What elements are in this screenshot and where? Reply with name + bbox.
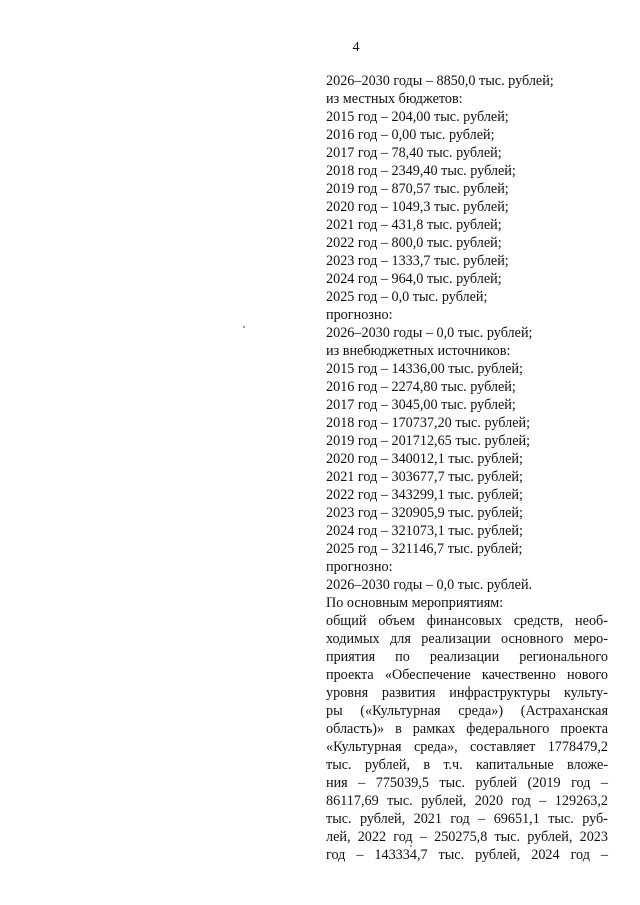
text-line: 2023 год – 320905,9 тыс. рублей;: [326, 505, 523, 521]
text-line: прогнозно:: [326, 307, 393, 323]
text-line: 2019 год – 870,57 тыс. рублей;: [326, 181, 509, 197]
paragraph-line: ходимых для реализации основного меро-: [326, 631, 608, 647]
paragraph-line: приятия по реализации регионального: [326, 649, 608, 665]
paragraph-line: проекта «Обеспечение качественно нового: [326, 667, 608, 683]
text-line: 2024 год – 321073,1 тыс. рублей;: [326, 523, 523, 539]
text-line: 2024 год – 964,0 тыс. рублей;: [326, 271, 502, 287]
document-text-column: [326, 72, 608, 864]
funding-paragraph: [326, 612, 608, 864]
paragraph-line: ры («Культурная среда») (Астраханская: [326, 703, 608, 719]
text-line: 2018 год – 2349,40 тыс. рублей;: [326, 163, 516, 179]
text-line: 2026–2030 годы – 0,0 тыс. рублей.: [326, 577, 533, 593]
scan-speck: [410, 845, 412, 847]
text-line: 2015 год – 204,00 тыс. рублей;: [326, 109, 509, 125]
text-line: из внебюджетных источников:: [326, 343, 511, 359]
text-line: По основным мероприятиям:: [326, 595, 504, 611]
text-line: 2019 год – 201712,65 тыс. рублей;: [326, 433, 531, 449]
text-line: 2017 год – 3045,00 тыс. рублей;: [326, 397, 516, 413]
text-line: 2021 год – 431,8 тыс. рублей;: [326, 217, 502, 233]
paragraph-line: общий объем финансовых средств, необ-: [326, 613, 608, 629]
paragraph-line: уровня развития инфраструктуры культу-: [326, 685, 608, 701]
paragraph-line: тыс. рублей, в т.ч. капитальные вложе-: [326, 757, 608, 773]
text-line: 2022 год – 343299,1 тыс. рублей;: [326, 487, 523, 503]
text-line: 2020 год – 1049,3 тыс. рублей;: [326, 199, 509, 215]
paragraph-line: «Культурная среда», составляет 1778479,2: [326, 739, 608, 755]
text-line: 2020 год – 340012,1 тыс. рублей;: [326, 451, 523, 467]
paragraph-line: тыс. рублей, 2021 год – 69651,1 тыс. руб-: [326, 811, 608, 827]
paragraph-line: ния – 775039,5 тыс. рублей (2019 год –: [326, 775, 608, 791]
text-line: 2025 год – 321146,7 тыс. рублей;: [326, 541, 523, 557]
text-line: прогнозно:: [326, 559, 393, 575]
text-line: 2021 год – 303677,7 тыс. рублей;: [326, 469, 523, 485]
text-line: 2023 год – 1333,7 тыс. рублей;: [326, 253, 509, 269]
text-line: из местных бюджетов:: [326, 91, 463, 107]
paragraph-line: лей, 2022 год – 250275,8 тыс. рублей, 2023: [326, 829, 608, 845]
paragraph-line: год – 143334,7 тыс. рублей, 2024 год –: [326, 847, 608, 863]
paragraph-line: область)» в рамках федерального проекта: [326, 721, 608, 737]
text-line: 2025 год – 0,0 тыс. рублей;: [326, 289, 488, 305]
text-line: 2016 год – 0,00 тыс. рублей;: [326, 127, 495, 143]
text-line: 2022 год – 800,0 тыс. рублей;: [326, 235, 502, 251]
text-line: 2018 год – 170737,20 тыс. рублей;: [326, 415, 531, 431]
text-line: 2026–2030 годы – 8850,0 тыс. рублей;: [326, 73, 554, 89]
paragraph-line: 86117,69 тыс. рублей, 2020 год – 129263,2: [326, 793, 608, 809]
scan-speck: [243, 326, 245, 328]
text-line: 2016 год – 2274,80 тыс. рублей;: [326, 379, 516, 395]
text-line: 2017 год – 78,40 тыс. рублей;: [326, 145, 502, 161]
text-line: 2015 год – 14336,00 тыс. рублей;: [326, 361, 523, 377]
page-number: 4: [352, 40, 360, 55]
text-line: 2026–2030 годы – 0,0 тыс. рублей;: [326, 325, 533, 341]
